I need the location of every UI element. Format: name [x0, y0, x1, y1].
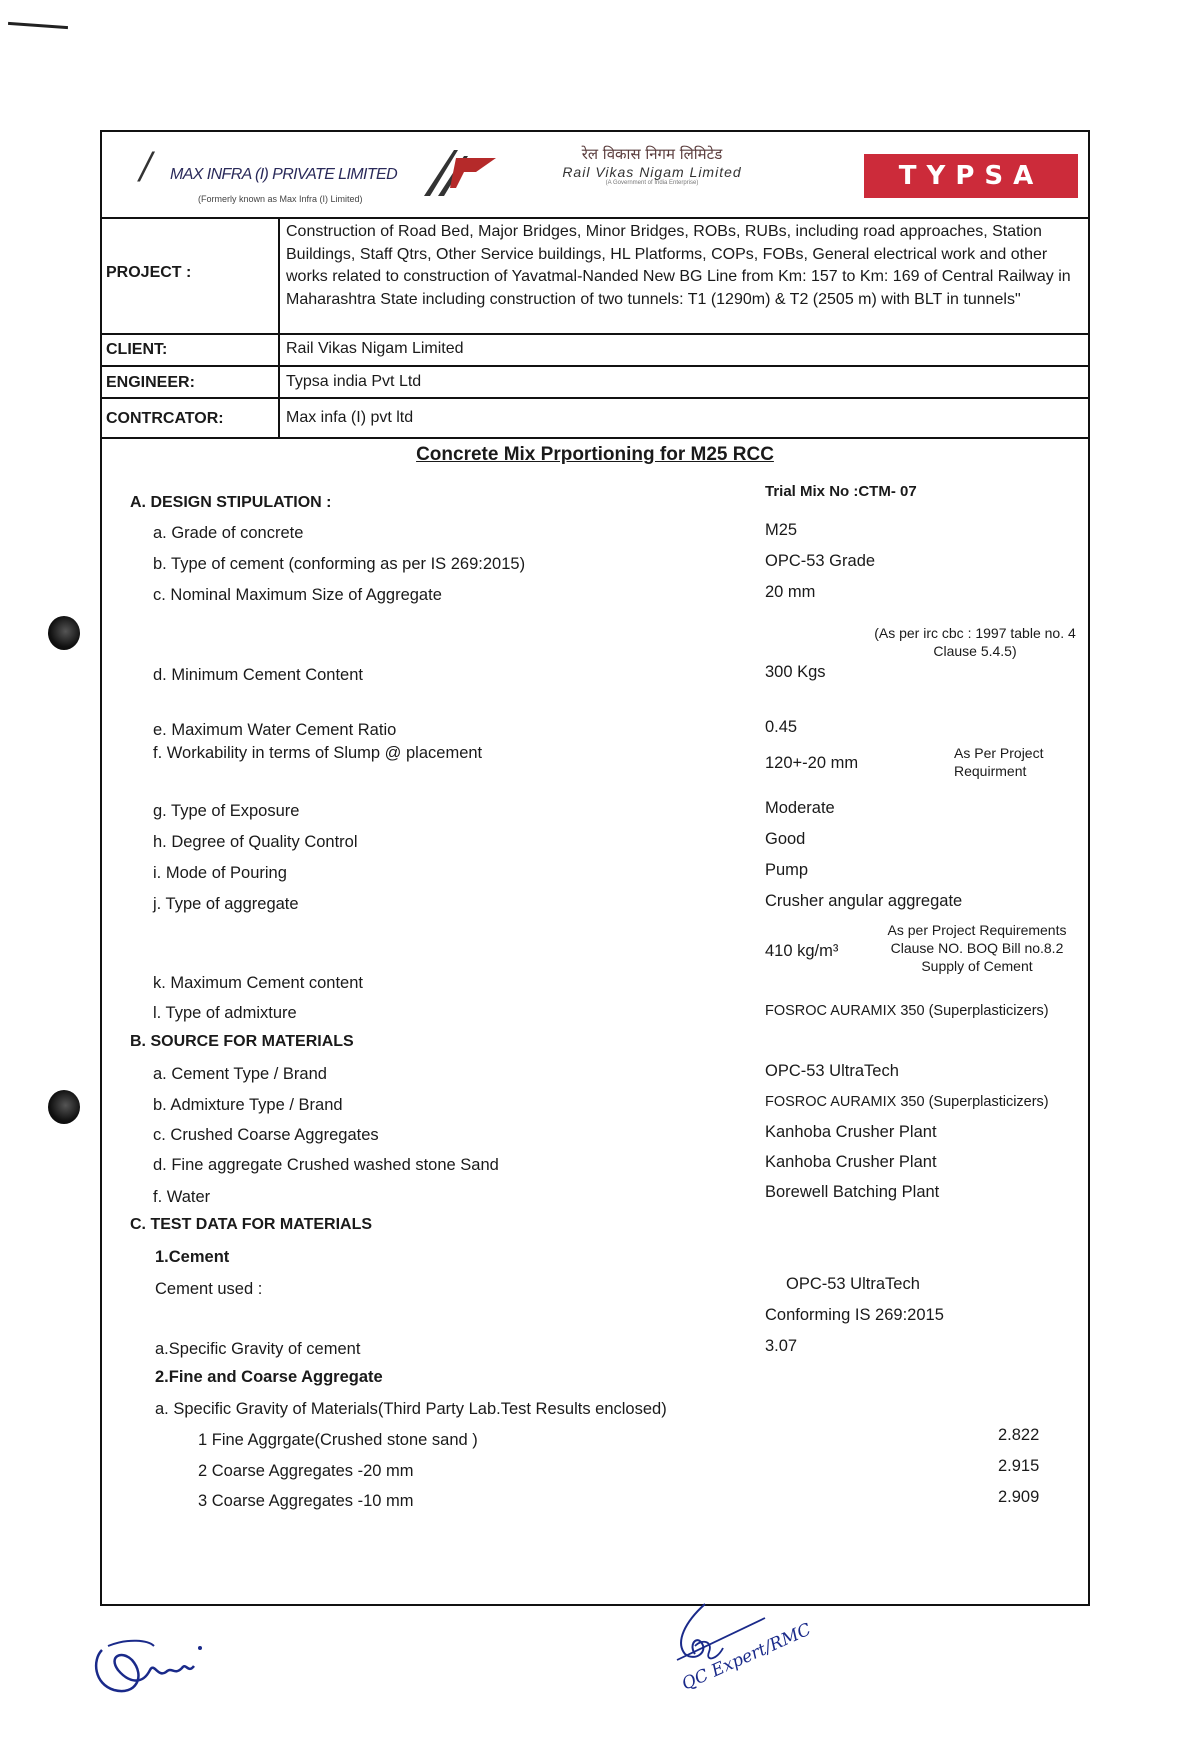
fine-aggregate-value: Kanhoba Crusher Plant: [765, 1153, 937, 1171]
trial-mix-number: Trial Mix No :CTM- 07: [765, 483, 917, 500]
svg-text:QC Expert/RMC: QC Expert/RMC: [678, 1619, 815, 1695]
max-infra-sub: (Formerly known as Max Infra (I) Limited): [198, 194, 363, 204]
max-cement-note: As per Project Requirements Clause NO. BOQ Bill no.8.2 Supply of Cement: [887, 922, 1067, 974]
rvnl-tagline: (A Government of India Enterprise): [605, 180, 699, 186]
punch-hole-top: [48, 616, 80, 650]
exposure-label: g. Type of Exposure: [153, 802, 300, 820]
max-cement-label: k. Maximum Cement content: [153, 974, 363, 992]
coarse-aggregate-label: c. Crushed Coarse Aggregates: [153, 1126, 379, 1144]
slump-value: 120+-20 mm: [765, 754, 859, 772]
pouring-mode-value: Pump: [765, 861, 809, 879]
cement-brand-value: OPC-53 UltraTech: [765, 1062, 899, 1080]
row-divider: [278, 335, 280, 365]
aggregate-size-value: 20 mm: [765, 583, 816, 601]
rvnl-logo-text: [532, 144, 772, 186]
cement-used-label: Cement used :: [155, 1280, 263, 1298]
contractor-row: [102, 399, 1088, 439]
min-cement-note: (As per irc cbc : 1997 table no. 4 Clause 5.4.5): [874, 625, 1076, 659]
quality-control-label: h. Degree of Quality Control: [153, 833, 358, 851]
row-divider: [278, 217, 280, 333]
aggregate-size-label: c. Nominal Maximum Size of Aggregate: [153, 586, 442, 604]
min-cement-label: d. Minimum Cement Content: [153, 666, 363, 684]
cement-heading: 1.Cement: [155, 1248, 230, 1266]
cement-used-value: OPC-53 UltraTech: [786, 1275, 920, 1293]
client-value: Rail Vikas Nigam Limited: [286, 340, 464, 357]
coarse-10mm-sg-label: 3 Coarse Aggregates -10 mm: [198, 1492, 414, 1510]
admixture-type-label: l. Type of admixture: [153, 1004, 297, 1022]
document-title: Concrete Mix Prportioning for M25 RCC: [416, 444, 774, 465]
engineer-row: [102, 367, 1088, 399]
aggregate-heading: 2.Fine and Coarse Aggregate: [155, 1368, 383, 1386]
quality-control-value: Good: [765, 830, 806, 848]
section-c-heading: C. TEST DATA FOR MATERIALS: [130, 1216, 373, 1233]
admixture-brand-label: b. Admixture Type / Brand: [153, 1096, 343, 1114]
wc-ratio-label: e. Maximum Water Cement Ratio: [153, 721, 397, 739]
aggregate-type-label: j. Type of aggregate: [153, 895, 299, 913]
cement-sg-label: a.Specific Gravity of cement: [155, 1340, 361, 1358]
project-label: PROJECT :: [106, 264, 192, 281]
section-b-heading: B. SOURCE FOR MATERIALS: [130, 1033, 354, 1050]
max-cement-value: 410 kg/m³: [765, 942, 839, 960]
punch-hole-bottom: [48, 1090, 80, 1124]
admixture-brand-value: FOSROC AURAMIX 350 (Superplasticizers): [765, 1094, 1049, 1110]
client-label: CLIENT:: [106, 341, 168, 358]
grade-value: M25: [765, 521, 798, 539]
slump-note: As Per Project Requirment: [954, 745, 1044, 779]
project-value: Construction of Road Bed, Major Bridges, Minor Bridges, ROBs, RUBs, including road approaches, Station Buildings, Staff Qtrs, Other Service buildings, HL Platforms, COPs, FOBs, General electrical work and other works related to construction of Yavatmal-Nanded New BG Line from Km: 157 to Km: 169 of Central Railway in Maharashtra State including construction of two tunnels: T1 (1290m) & T2 (2505 m) with BLT in tunnels": [286, 223, 1071, 308]
scan-mark: [8, 22, 68, 29]
conforming-standard: Conforming IS 269:2015: [765, 1306, 944, 1324]
rvnl-english-name: Rail Vikas Nigam Limited: [562, 164, 742, 180]
cement-sg-value: 3.07: [765, 1337, 798, 1355]
slump-label: f. Workability in terms of Slump @ placement: [153, 744, 483, 762]
project-row: [102, 217, 1088, 335]
coarse-20mm-sg-label: 2 Coarse Aggregates -20 mm: [198, 1462, 414, 1480]
typsa-logo: TYPSA: [864, 154, 1078, 198]
max-infra-slash-icon: /: [140, 146, 153, 187]
aggregate-type-value: Crusher angular aggregate: [765, 892, 963, 910]
cement-type-value: OPC-53 Grade: [765, 552, 876, 570]
max-infra-name: MAX INFRA (I) PRIVATE LIMITED: [170, 166, 398, 183]
engineer-label: ENGINEER:: [106, 374, 195, 391]
logo-header: [102, 132, 1088, 219]
signature-right: [665, 1598, 835, 1698]
contractor-value: Max infa (I) pvt ltd: [286, 409, 414, 426]
client-row: [102, 335, 1088, 367]
aggregate-sg-subheading: a. Specific Gravity of Materials(Third Party Lab.Test Results enclosed): [155, 1400, 667, 1418]
water-label: f. Water: [153, 1188, 211, 1206]
fine-aggregate-label: d. Fine aggregate Crushed washed stone Sand: [153, 1156, 499, 1174]
rvnl-hindi-name: रेल विकास निगम लिमिटेड: [581, 145, 723, 163]
cement-brand-label: a. Cement Type / Brand: [153, 1065, 327, 1083]
row-divider: [278, 367, 280, 397]
pouring-mode-label: i. Mode of Pouring: [153, 864, 287, 882]
fine-aggregate-sg-label: 1 Fine Aggrgate(Crushed stone sand ): [198, 1431, 478, 1449]
contractor-label: CONTRCATOR:: [106, 410, 224, 427]
water-value: Borewell Batching Plant: [765, 1183, 940, 1201]
grade-label: a. Grade of concrete: [153, 524, 304, 542]
cement-type-label: b. Type of cement (conforming as per IS 269:2015): [153, 555, 526, 573]
fine-aggregate-sg-value: 2.822: [998, 1426, 1040, 1444]
coarse-20mm-sg-value: 2.915: [998, 1457, 1040, 1475]
min-cement-value: 300 Kgs: [765, 663, 826, 681]
rvnl-logo-icon: [420, 144, 500, 202]
admixture-type-value: FOSROC AURAMIX 350 (Superplasticizers): [765, 1003, 1049, 1019]
engineer-value: Typsa india Pvt Ltd: [286, 373, 422, 390]
exposure-value: Moderate: [765, 799, 835, 817]
section-a-heading: A. DESIGN STIPULATION :: [130, 494, 332, 511]
coarse-aggregate-value: Kanhoba Crusher Plant: [765, 1123, 937, 1141]
wc-ratio-value: 0.45: [765, 718, 798, 736]
coarse-10mm-sg-value: 2.909: [998, 1488, 1040, 1506]
row-divider: [278, 399, 280, 437]
signature-left: [88, 1620, 218, 1700]
